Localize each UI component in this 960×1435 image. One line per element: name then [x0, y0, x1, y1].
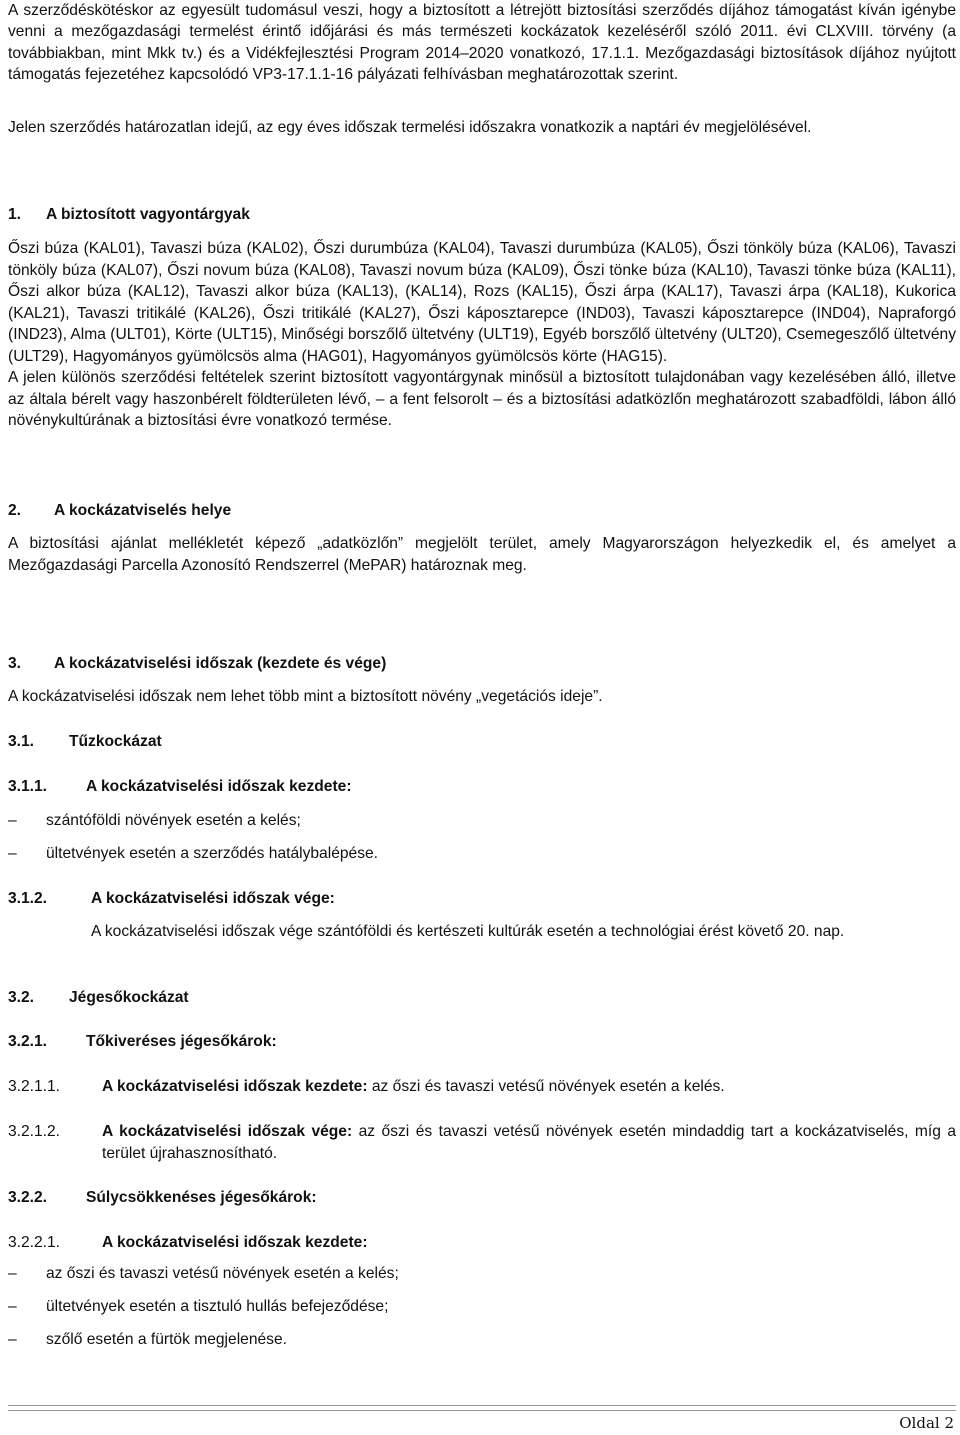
section-number: 1. [8, 206, 22, 223]
list-item [8, 1329, 956, 1351]
dash-bullet: – [8, 1331, 17, 1348]
subsection-3-1-2-heading [8, 888, 956, 910]
subsection-3-2-1-2 [8, 1121, 956, 1164]
section-3-heading [8, 653, 956, 675]
dash-bullet: – [8, 845, 17, 862]
dash-bullet: – [8, 1298, 17, 1315]
list-item-text: szőlő esetén a fürtök megjelenése. [46, 1331, 287, 1348]
subsection-3-2-heading [8, 987, 956, 1009]
subsection-3-1-1-heading [8, 776, 956, 798]
subsection-3-2-1-heading [8, 1031, 956, 1053]
list-item [8, 810, 956, 832]
subsection-3-2-2-1 [8, 1232, 956, 1254]
section-title: Súlycsökkenéses jégesőkárok: [86, 1189, 317, 1206]
section-number: 3.2.1. [8, 1033, 48, 1050]
list-item-text: az őszi és tavaszi vetésű növények esetén a kelés; [46, 1265, 399, 1282]
section-number: 3.1.1. [8, 778, 48, 795]
section-title: A kockázatviselési időszak kezdete: [86, 778, 352, 795]
section-number: 3.2. [8, 989, 35, 1006]
subsection-title: A kockázatviselési időszak kezdete: [102, 1078, 368, 1095]
section-1-paragraph-1: Őszi búza (KAL01), Tavaszi búza (KAL02), Őszi durumbúza (KAL04), Tavaszi durumbúza (KAL05), Őszi tönköly búza (KAL06), Tavaszi tönköly búza (KAL07), Őszi novum búza (KAL08), Tavaszi novum búza (KAL09), Őszi tönke búza (KAL10), Tavaszi tönke búza (KAL11), Őszi alkor búza (KAL12), Tavaszi alkor búza (KAL13), (KAL14), Rozs (KAL15), Őszi árpa (KAL17), Tavaszi árpa (KAL18), Kukorica (KAL21), Tavaszi tritikálé (KAL26), Őszi tritikálé (KAL27), Őszi káposztarepce (IND03), Tavaszi káposztarepce (IND04), Napraforgó (IND23), Alma (ULT01), Körte (ULT15), Minőségi borszőlő ültetvény (ULT19), Egyéb borszőlő ültetvény (ULT20), Csemegeszőlő ültetvény (ULT29), Hagyományos gyümölcsös alma (HAG01), Hagyományos gyümölcsös körte (HAG15). [8, 240, 956, 365]
subsection-text: az őszi és tavaszi vetésű növények esetén a kelés. [367, 1078, 725, 1095]
section-number: 3.2.1.2. [8, 1123, 61, 1140]
section-2-paragraph: A biztosítási ajánlat mellékletét képező „adatközlőn” megjelölt terület, amely Magyarországon helyezkedik el, és amelyet a Mezőgazdasági Parcella Azonosító Rendszerrel (MePAR) határoznak meg. [8, 535, 956, 574]
section-number: 3.1. [8, 733, 35, 750]
list-item-text: szántóföldi növények esetén a kelés; [46, 812, 301, 829]
subsection-title: A kockázatviselési időszak vége: [102, 1123, 353, 1140]
section-number: 2. [8, 502, 22, 519]
list-item [8, 1296, 956, 1318]
subsection-title: A kockázatviselési időszak kezdete: [102, 1234, 368, 1251]
section-title: A kockázatviselés helye [54, 502, 232, 519]
intro-paragraph-2: Jelen szerződés határozatlan idejű, az egy éves időszak termelési időszakra vonatkozik a naptári év megjelölésével. [8, 119, 812, 136]
subsection-3-1-2-text [71, 921, 956, 943]
section-title: A biztosított vagyontárgyak [46, 206, 250, 223]
section-title: Tőkiveréses jégesőkárok: [86, 1033, 277, 1050]
intro-paragraph-1 [8, 0, 956, 85]
dash-bullet: – [8, 812, 17, 829]
section-number: 3.1.2. [8, 890, 48, 907]
section-1-heading [8, 204, 956, 226]
section-3-paragraph: A kockázatviselési időszak nem lehet több mint a biztosított növény „vegetációs ideje”. [8, 688, 603, 705]
intro-text: A szerződéskötéskor az egyesült tudomásul veszi, hogy a biztosított a létrejött biztosítási szerződés díjához támogatást kíván igénybe venni a mezőgazdasági termelést érintő időjárási és más természeti kockázatok kezeléséről szóló 2011. évi CLXVIII. törvény (a továbbiakban, mint Mkk tv.) és a Vidékfejlesztési Program 2014–2020 vonatkozó, 17.1.1. Mezőgazdasági biztosítások díjához nyújtott támogatás fejezetéhez kapcsolódó VP3-17.1.1-16 pályázati felhívásban meghatározottak szerint. [8, 2, 956, 83]
section-number: 3. [8, 655, 22, 672]
subsection-3-2-2-heading [8, 1187, 956, 1209]
list-item-text: ültetvények esetén a tisztuló hullás befejeződése; [46, 1298, 389, 1315]
section-title: A kockázatviselési időszak (kezdete és vége) [54, 655, 387, 672]
list-item [8, 1263, 956, 1285]
section-title: Tűzkockázat [69, 733, 162, 750]
list-item-text: ültetvények esetén a szerződés hatálybalépése. [46, 845, 379, 862]
subsection-content [102, 1121, 956, 1164]
section-number: 3.2.1.1. [8, 1078, 61, 1095]
page-number: Oldal 2 [899, 1414, 954, 1432]
section-1-paragraph-2: A jelen különös szerződési feltételek szerint biztosított vagyontárgynak minősül a biztosított tulajdonában vagy kezelésében álló, illetve az általa bérelt vagy haszonbérelt földterületen lévő, – a fent felsorolt – és a biztosítási adatközlőn meghatározott szabadföldi, lábon álló növénykultúrának a biztosítási évre vonatkozó termése. [8, 369, 956, 429]
section-number: 3.2.2. [8, 1189, 48, 1206]
section-2-heading [8, 500, 956, 522]
subsection-text: az őszi és tavaszi vetésű növények esetén mindaddig tart a kockázatviselés, míg a terület újrahasznosítható. [102, 1123, 956, 1162]
footer-divider [8, 1405, 956, 1411]
subsection-text: A kockázatviselési időszak vége szántóföldi és kertészeti kultúrák esetén a technológiai érést követő 20. nap. [91, 923, 845, 940]
dash-bullet: – [8, 1265, 17, 1282]
subsection-3-2-1-1 [8, 1076, 956, 1098]
section-title: A kockázatviselési időszak vége: [91, 890, 335, 907]
list-item [8, 843, 956, 865]
section-title: Jégesőkockázat [69, 989, 189, 1006]
section-number: 3.2.2.1. [8, 1234, 61, 1251]
subsection-content [102, 1076, 725, 1098]
subsection-3-1-heading [8, 731, 956, 753]
